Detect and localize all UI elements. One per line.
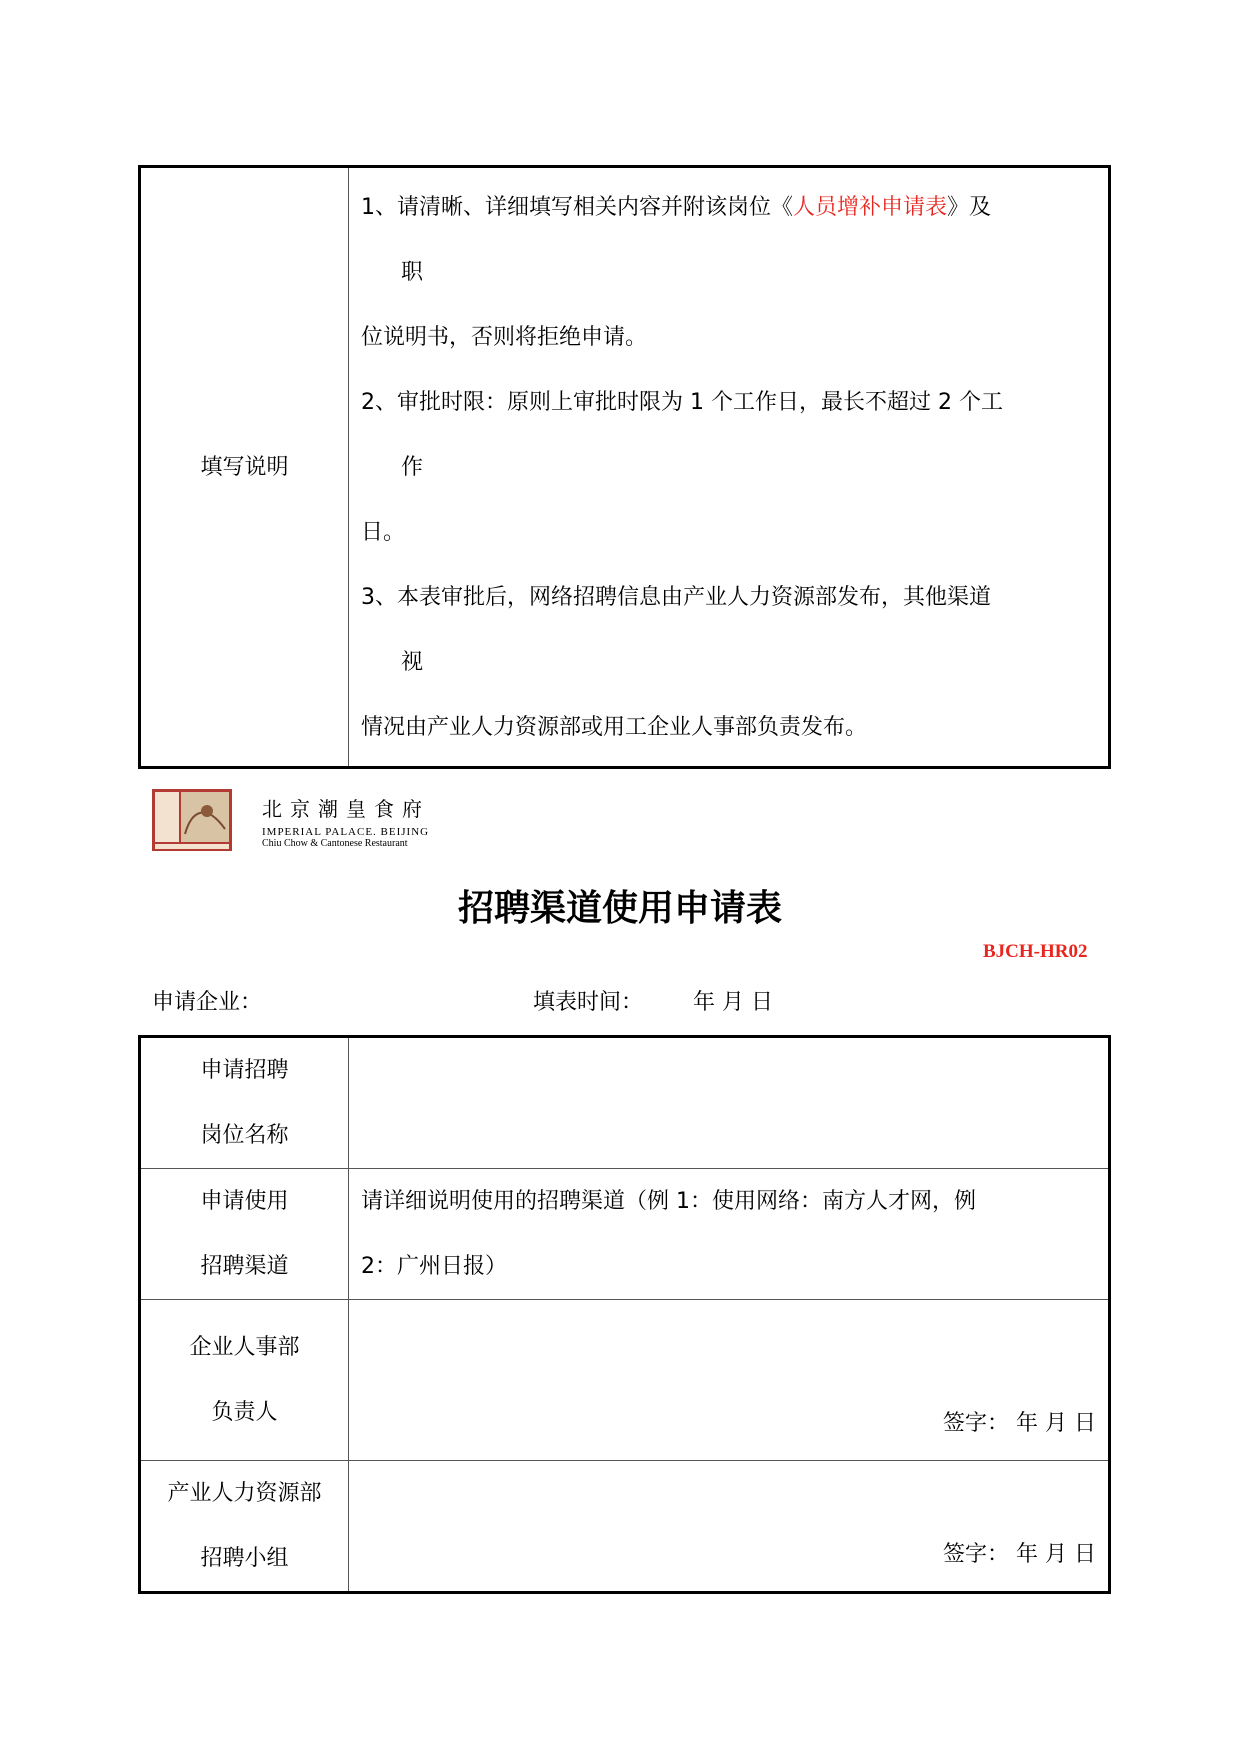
logo-english-name: IMPERIAL PALACE. BEIJING	[262, 826, 430, 838]
position-name-label	[140, 1037, 349, 1169]
instruction-1-wrap: 职	[401, 259, 424, 285]
label-line-2: 招聘渠道	[200, 1254, 289, 1279]
channel-label	[140, 1169, 349, 1300]
instruction-1-text: 1、请清晰、详细填写相关内容并附该岗位《	[361, 194, 793, 220]
table-row	[140, 1037, 1110, 1169]
label-line-2: 岗位名称	[200, 1123, 289, 1148]
date-label: 填表时间：	[533, 990, 644, 1015]
instruction-item-3: 3、本表审批后，网络招聘信息由产业人力资源部发布，其他渠道	[361, 584, 991, 610]
page-title: 招聘渠道使用申请表	[457, 888, 782, 929]
date-value: 年 月 日	[693, 990, 773, 1015]
logo-chinese-name: 北京潮皇食府	[262, 799, 430, 821]
restaurant-logo-icon	[152, 789, 232, 851]
label-line-2: 负责人	[211, 1400, 278, 1425]
table-row	[140, 1461, 1110, 1593]
instruction-3-cont: 情况由产业人力资源部或用工企业人事部负责发布。	[361, 714, 868, 740]
channel-hint-line-2: 2：广州日报）	[361, 1254, 507, 1279]
channel-field[interactable]	[349, 1169, 1110, 1300]
instructions-label: 填写说明	[140, 167, 349, 768]
form-reference-link: 人员增补申请表	[793, 194, 948, 220]
table-row	[140, 1169, 1110, 1300]
instruction-1-cont: 位说明书，否则将拒绝申请。	[361, 324, 648, 350]
signature-line: 签字： 年 月 日	[943, 1411, 1096, 1436]
instruction-item-2: 2、审批时限：原则上审批时限为 1 个工作日，最长不超过 2 个工	[361, 389, 1003, 415]
instruction-2-cont: 日。	[361, 519, 406, 545]
label-line-1: 产业人力资源部	[167, 1481, 322, 1506]
label-line-2: 招聘小组	[200, 1546, 289, 1571]
instruction-3-wrap: 视	[401, 649, 424, 675]
logo-text	[262, 793, 430, 849]
instruction-1-suffix: 》及	[947, 194, 992, 220]
position-name-field[interactable]	[349, 1037, 1110, 1169]
logo-subtitle: Chiu Chow & Cantonese Restaurant	[262, 838, 408, 849]
channel-hint-line-1: 请详细说明使用的招聘渠道（例 1：使用网络：南方人才网，例	[361, 1189, 976, 1214]
instructions-content	[349, 167, 1110, 768]
recruit-group-signature-field[interactable]	[349, 1461, 1110, 1593]
signature-line: 签字： 年 月 日	[943, 1542, 1096, 1567]
form-code: BJCH-HR02	[983, 941, 1088, 962]
application-form-table	[138, 1035, 1111, 1594]
label-line-1: 企业人事部	[189, 1335, 300, 1360]
instruction-item-1	[361, 175, 1096, 240]
recruit-group-label	[140, 1461, 349, 1593]
hr-head-label	[140, 1300, 349, 1461]
hr-head-signature-field[interactable]	[349, 1300, 1110, 1461]
company-label: 申请企业：	[152, 990, 263, 1015]
label-line-1: 申请使用	[200, 1189, 289, 1214]
table-row	[140, 1300, 1110, 1461]
instructions-table	[138, 165, 1111, 769]
instruction-2-wrap: 作	[401, 454, 424, 480]
label-line-1: 申请招聘	[200, 1058, 289, 1083]
